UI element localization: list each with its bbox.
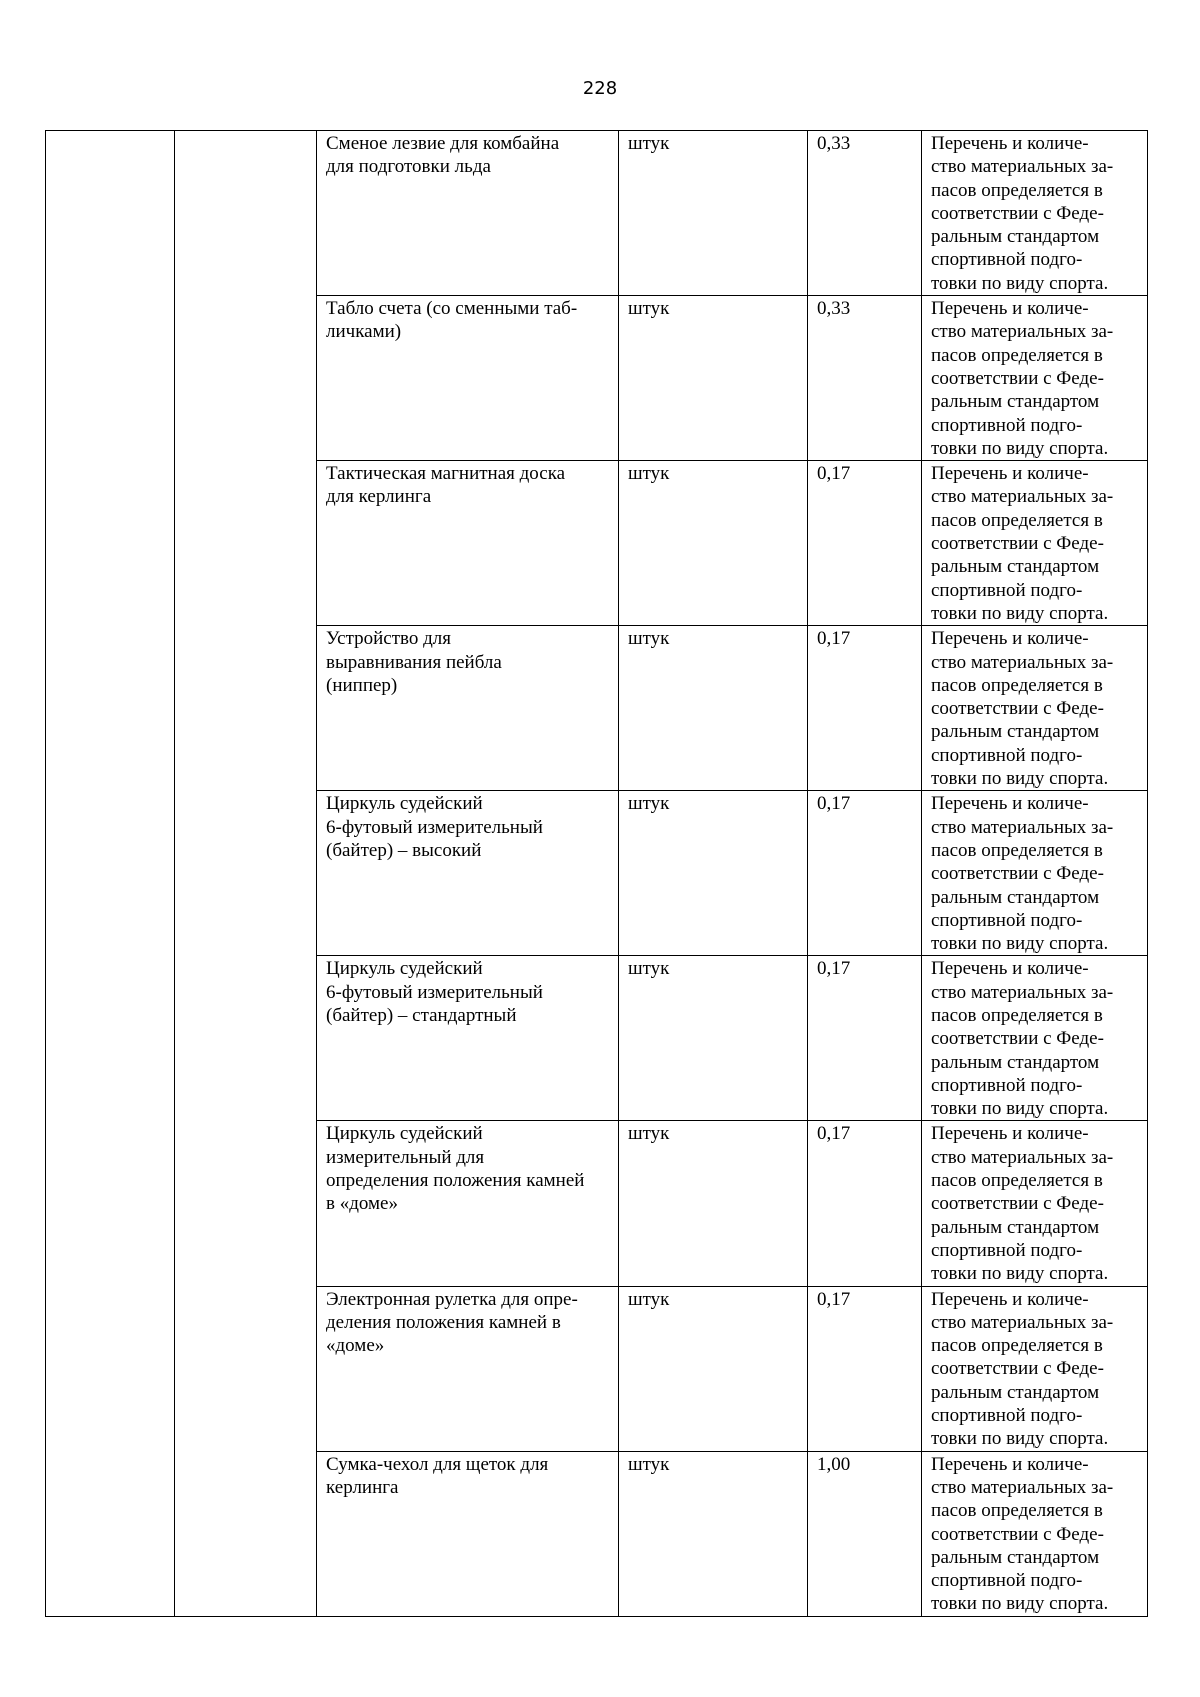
- quantity-cell: 0,17: [808, 626, 922, 791]
- note-cell: Перечень и количе- ство материальных за- пасов определяется в соответствии с Феде- ральным стандартом спортивной подго- товки по виду спорта.: [922, 956, 1148, 1121]
- quantity-cell: 0,33: [808, 131, 922, 296]
- item-name-cell: Электронная рулетка для опре- деления положения камней в «доме»: [317, 1286, 619, 1451]
- unit-cell: штук: [619, 131, 808, 296]
- quantity-cell: 0,33: [808, 296, 922, 461]
- note-cell: Перечень и количе- ство материальных за- пасов определяется в соответствии с Феде- ральным стандартом спортивной подго- товки по виду спорта.: [922, 1451, 1148, 1616]
- quantity-cell: 0,17: [808, 791, 922, 956]
- item-name-cell: Устройство для выравнивания пейбла (ниппер): [317, 626, 619, 791]
- unit-cell: штук: [619, 1121, 808, 1286]
- note-cell: Перечень и количе- ство материальных за- пасов определяется в соответствии с Феде- ральным стандартом спортивной подго- товки по виду спорта.: [922, 626, 1148, 791]
- table-cell-blank-1: [46, 131, 175, 1617]
- note-cell: Перечень и количе- ство материальных за- пасов определяется в соответствии с Феде- ральным стандартом спортивной подго- товки по виду спорта.: [922, 1286, 1148, 1451]
- quantity-cell: 0,17: [808, 1121, 922, 1286]
- quantity-cell: 0,17: [808, 461, 922, 626]
- item-name-cell: Циркуль судейский измерительный для определения положения камней в «доме»: [317, 1121, 619, 1286]
- page-number: 228: [582, 78, 618, 99]
- quantity-cell: 0,17: [808, 1286, 922, 1451]
- unit-cell: штук: [619, 956, 808, 1121]
- unit-cell: штук: [619, 1286, 808, 1451]
- unit-cell: штук: [619, 626, 808, 791]
- note-cell: Перечень и количе- ство материальных за- пасов определяется в соответствии с Феде- ральным стандартом спортивной подго- товки по виду спорта.: [922, 296, 1148, 461]
- note-cell: Перечень и количе- ство материальных за- пасов определяется в соответствии с Феде- ральным стандартом спортивной подго- товки по виду спорта.: [922, 461, 1148, 626]
- unit-cell: штук: [619, 296, 808, 461]
- unit-cell: штук: [619, 461, 808, 626]
- note-cell: Перечень и количе- ство материальных за- пасов определяется в соответствии с Феде- ральным стандартом спортивной подго- товки по виду спорта.: [922, 1121, 1148, 1286]
- unit-cell: штук: [619, 1451, 808, 1616]
- equipment-table: [45, 130, 1148, 1617]
- table-cell-blank-2: [175, 131, 317, 1617]
- note-cell: Перечень и количе- ство материальных за- пасов определяется в соответствии с Феде- ральным стандартом спортивной подго- товки по виду спорта.: [922, 791, 1148, 956]
- unit-cell: штук: [619, 791, 808, 956]
- table-row: [46, 131, 1148, 296]
- item-name-cell: Сумка-чехол для щеток для керлинга: [317, 1451, 619, 1616]
- item-name-cell: Циркуль судейский 6-футовый измерительный (байтер) – высокий: [317, 791, 619, 956]
- item-name-cell: Сменое лезвие для комбайна для подготовки льда: [317, 131, 619, 296]
- item-name-cell: Табло счета (со сменными таб- личками): [317, 296, 619, 461]
- item-name-cell: Циркуль судейский 6-футовый измерительный (байтер) – стандартный: [317, 956, 619, 1121]
- note-cell: Перечень и количе- ство материальных за- пасов определяется в соответствии с Феде- ральным стандартом спортивной подго- товки по виду спорта.: [922, 131, 1148, 296]
- quantity-cell: 0,17: [808, 956, 922, 1121]
- quantity-cell: 1,00: [808, 1451, 922, 1616]
- item-name-cell: Тактическая магнитная доска для керлинга: [317, 461, 619, 626]
